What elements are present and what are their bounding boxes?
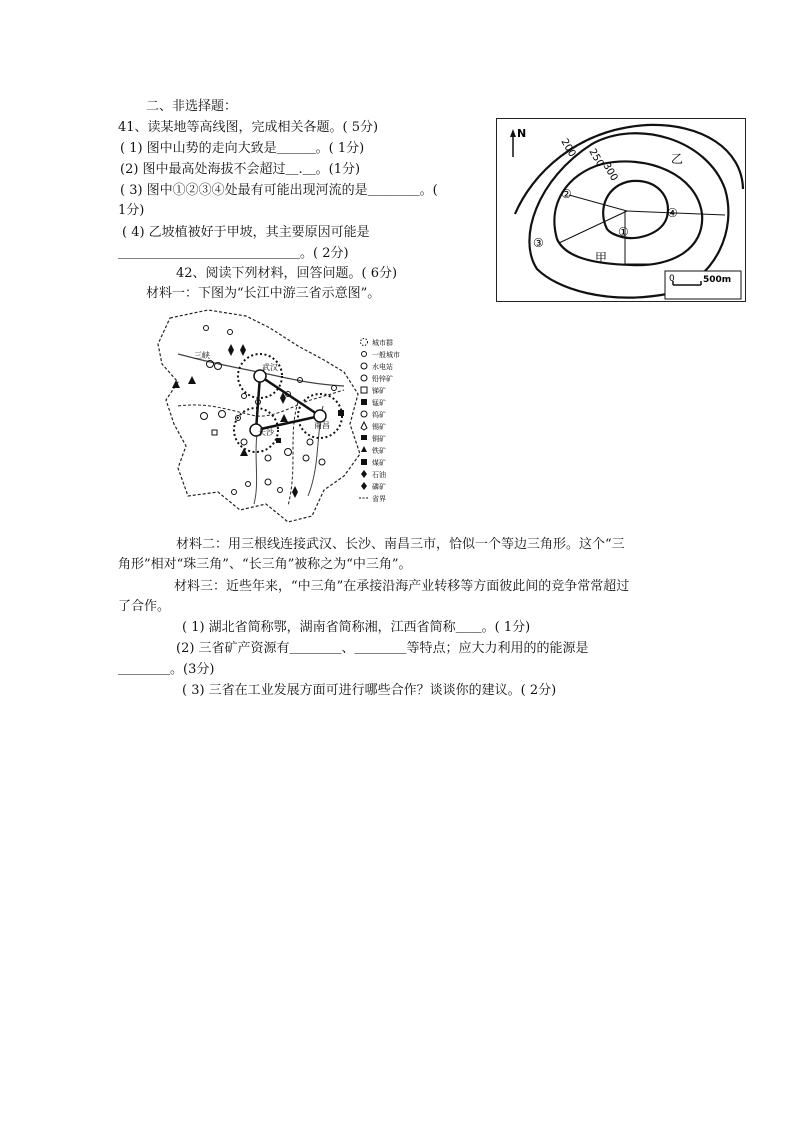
legend-city-icon	[362, 352, 367, 357]
city-wuhan: 武汉	[262, 363, 278, 372]
legend-tungsten-icon	[361, 411, 367, 417]
q41-stem: 41、读某地等高线图，完成相关各题。( 5分)	[118, 120, 379, 135]
legend-item: 石油	[372, 471, 386, 479]
legend-item: 省界	[372, 495, 386, 503]
north-arrow-icon	[510, 129, 516, 157]
city-changsha: 长沙	[258, 428, 274, 437]
contour-200	[515, 125, 743, 214]
contour-label-250: 250	[586, 147, 606, 170]
legend-leadzinc-icon	[361, 375, 367, 381]
legend-copper-icon	[361, 435, 367, 440]
q42-material2: 材料二：用三根线连接武汉、长沙、南昌三市，恰似一个等边三角形。这个“三	[176, 537, 625, 552]
q42-material3-cont: 了合作。	[118, 599, 171, 614]
region-map	[148, 306, 438, 530]
contour-top	[603, 181, 668, 238]
scale-zero: 0	[669, 274, 675, 284]
region-map-svg	[148, 306, 438, 530]
legend-item: 煤矿	[372, 459, 386, 467]
middle-triangle	[256, 376, 320, 430]
contour-label-200: 200	[558, 137, 578, 160]
scale-value: 500m	[703, 275, 732, 285]
q42-part2: (2) 三省矿产资源有＿＿＿＿、＿＿＿＿等特点；应大力利用的的能源是	[176, 641, 589, 656]
city-nanchang: 南昌	[314, 421, 330, 430]
legend-item: 钨矿	[372, 411, 386, 419]
slope-jia-label: 甲	[595, 251, 608, 265]
contour-map-svg	[497, 119, 745, 301]
legend-item: 磷矿	[372, 483, 386, 491]
legend-antimony-icon	[361, 387, 367, 393]
legend-manganese-icon	[361, 399, 367, 405]
legend-item: 锰矿	[372, 399, 386, 407]
q42-part2-cont: ＿＿＿＿。(3分)	[118, 662, 215, 677]
legend-item: 铜矿	[372, 435, 386, 443]
q42-material3: 材料三：近些年来，“中三角”在承接沿海产业转移等方面彼此间的竞争常常超过	[174, 579, 630, 594]
legend-item: 一般城市	[372, 351, 400, 359]
profile-line-b	[559, 211, 627, 243]
legend-phosphate-icon	[361, 482, 367, 490]
point-1: ①	[618, 225, 629, 239]
section-title: 二、非选择题：	[146, 99, 238, 114]
point-3: ③	[533, 236, 544, 250]
point-2: ②	[561, 187, 572, 201]
legend-hydro-icon	[361, 363, 367, 369]
point-4: ④	[667, 206, 678, 220]
north-label: N	[517, 127, 527, 140]
legend-item: 锡矿	[372, 423, 386, 431]
legend-item: 锑矿	[372, 387, 386, 395]
sanxia-label: 三峡	[194, 351, 210, 360]
q41-part3: ( 3) 图中①②③④处最有可能出现河流的是＿＿＿＿。(	[120, 183, 438, 198]
q41-part1: ( 1) 图中山势的走向大致是＿＿＿。( 1分)	[120, 141, 365, 156]
legend-item: 城市群	[372, 339, 393, 347]
profile-line-a	[569, 195, 627, 211]
contour-map	[496, 118, 746, 302]
legend-item: 铅锌矿	[372, 375, 393, 383]
legend-item: 铁矿	[372, 447, 386, 455]
q42-material2-cont: 角形”相对“珠三角”、“长三角”被称之为“中三角”。	[118, 557, 412, 572]
q41-part3-cont: 1分)	[118, 203, 145, 218]
legend-iron-icon	[361, 446, 367, 452]
q41-part4: ( 4) 乙坡植被好于甲坡，其主要原因可能是	[122, 225, 370, 240]
legend-tin-icon	[361, 422, 367, 430]
legend-cluster-icon	[361, 339, 368, 346]
contour-label-300: 300	[600, 161, 620, 184]
q42-stem: 42、阅读下列材料，回答问题。( 6分)	[176, 266, 398, 281]
region-legend	[359, 338, 400, 503]
q42-part1: ( 1) 湖北省简称鄂，湖南省简称湘，江西省简称＿＿。( 1分)	[182, 620, 531, 635]
legend-coal-icon	[361, 459, 367, 465]
legend-item: 水电站	[372, 363, 393, 371]
xiang-river	[254, 426, 258, 504]
q41-part4-cont: ＿＿＿＿＿＿＿＿＿＿＿＿＿＿。( 2分)	[118, 246, 349, 261]
slope-yi-label: 乙	[671, 152, 684, 166]
q42-material1: 材料一：下图为“长江中游三省示意图”。	[146, 286, 381, 301]
q42-part3: ( 3) 三省在工业发展方面可进行哪些合作？谈谈你的建议。( 2分)	[182, 683, 557, 698]
q41-part2: (2) 图中最高处海拔不会超过＿.＿。(1分)	[120, 162, 361, 177]
legend-oil-icon	[361, 470, 367, 478]
